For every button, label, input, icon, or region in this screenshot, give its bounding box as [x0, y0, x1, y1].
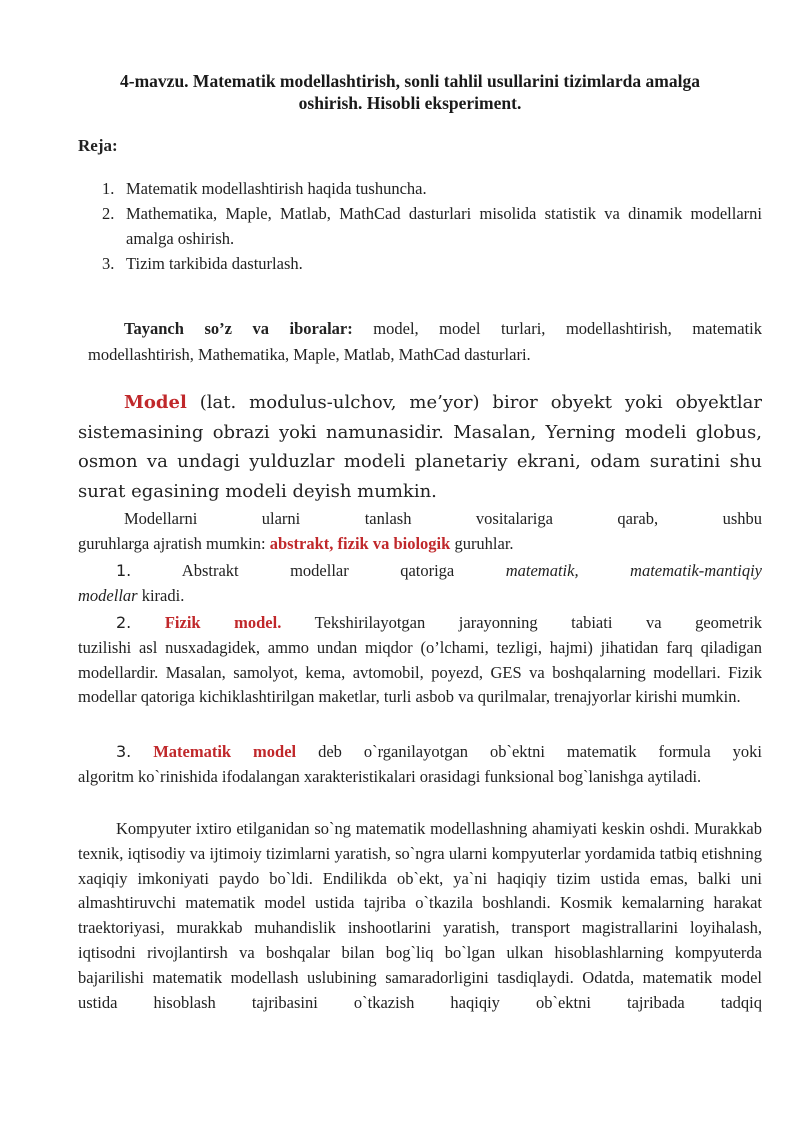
model-term: Model — [124, 392, 187, 413]
abstract-model-text-2: kiradi. — [137, 585, 185, 605]
model-groups-line-2 — [78, 532, 762, 557]
math-model-term: Matematik model — [153, 742, 297, 761]
plan-item — [78, 201, 762, 251]
abstract-model-italic-2: matematik-mantiqiy — [578, 561, 763, 580]
physical-model-paragraph — [78, 611, 762, 710]
computer-paragraph: Kompyuter ixtiro etilganidan so`ng matematik modellashning ahamiyati keskin oshdi. Murakkab texnik, iqtisodiy va ijtimoiy tizimlarni yaratish, so`ngra ularni kompyuterlar yordamida tatbiq etishning xaqiqiy imkoniyati paydo bo`ldi. Endilikda ob`ekt, ya`ni haqiqiy tizim ustida emas, balki uni almashtiruvchi matematik model ustida tajriba o`tkazila boshlandi. Kosmik kemalarning harakat traektoriyasi, murakkab muhandislik inshootlarini yaratish, transport magistrallarini loyihalash, iqtisodni rivojlantirsh va boshqalar bilan bog`liq bo`lgan ulkan hisoblashlarning kompyuterda bajarilishi matematik modellash uslubining samaradorligini tasdiqlaydi. Odatda, matematik model ustida hisoblash tajribasini o`tkazish haqiqiy ob`ektni tajribada tadqiq — [78, 819, 762, 1012]
model-groups-text: guruhlarga ajratish mumkin: — [78, 533, 270, 553]
keywords-line-1 — [88, 316, 762, 342]
title-line-2: oshirish. Hisobli eksperiment. — [298, 93, 522, 113]
keywords-text-1: model, model turlari, modellashtirish, matematik — [352, 319, 762, 338]
math-model-number: 3. — [116, 742, 132, 761]
model-groups-highlight: abstrakt, fizik va biologik — [269, 533, 451, 553]
title-line-1: 4-mavzu. Matematik modellashtirish, sonli tahlil usullarini tizimlarda amalga — [120, 71, 700, 91]
model-groups-paragraph — [78, 507, 762, 557]
plan-heading: Reja: — [78, 136, 118, 155]
abstract-model-line-2 — [78, 584, 762, 609]
keywords-line-2: modellashtirish, Mathematika, Maple, Matlab, MathCad dasturlari. — [88, 345, 531, 364]
plan-item — [78, 251, 762, 276]
plan-item-number: 2. — [102, 204, 115, 223]
abstract-model-paragraph — [78, 559, 762, 609]
physical-model-number: 2. — [116, 613, 132, 632]
math-model-line-1 — [78, 740, 762, 765]
plan-item-text: Mathematika, Maple, Matlab, MathCad dasturlari misolida statistik va dinamik modellarni amalga oshirish. — [126, 204, 762, 248]
abstract-model-italic-1: matematik, — [505, 561, 579, 580]
model-groups-text-end: guruhlar. — [450, 533, 514, 553]
plan-item — [78, 176, 762, 201]
plan-list — [78, 176, 762, 276]
keywords-paragraph — [88, 316, 762, 368]
plan-item-text: Matematik modellashtirish haqida tushuncha. — [126, 179, 427, 198]
plan-item-text: Tizim tarkibida dasturlash. — [126, 254, 303, 273]
abstract-model-italic-3: modellar — [78, 585, 138, 605]
math-model-text-1: deb o`rganilayotgan ob`ektni matematik formula yoki — [296, 742, 762, 761]
physical-model-line-1 — [78, 611, 762, 636]
model-definition-paragraph — [78, 388, 762, 506]
page-title — [90, 70, 730, 114]
keywords-label: Tayanch so’z va iboralar: — [124, 319, 353, 338]
physical-model-rest: tuzilishi asl nusxadagidek, ammo undan miqdor (o’lchami, tezligi, hajmi) jihatidan farq qiladigan modellardir. Masalan, samolyot, kema, avtomobil, poyezd, GES va boshqalarning modellari. Fizik modellar qatoriga kichiklashtirilgan maketlar, turli asbob va qurilmalar, trenajyorlar kirishi mumkin. — [78, 637, 762, 707]
abstract-model-text-1: Abstrakt modellar qatoriga — [131, 561, 506, 580]
model-groups-line-1: Modellarni ularni tanlash vositalariga qarab, ushbu — [124, 509, 762, 528]
abstract-model-number: 1. — [116, 561, 132, 580]
math-model-rest: algoritm ko`rinishida ifodalangan xarakteristikalari orasidagi funksional bog`lanishga aytiladi. — [78, 766, 702, 786]
physical-model-term: Fizik model. — [164, 613, 282, 632]
abstract-model-line-1 — [78, 559, 762, 584]
model-definition-text-1: (lat. modulus-ulchov, me’yor) biror obyekt yoki obyektlar — [186, 392, 762, 413]
math-model-paragraph — [78, 740, 762, 790]
plan-item-number: 1. — [102, 179, 115, 198]
physical-model-text-1: Tekshirilayotgan jarayonning tabiati va geometrik — [281, 613, 762, 632]
plan-item-number: 3. — [102, 254, 115, 273]
model-definition-rest: sistemasining obrazi yoki namunasidir. Masalan, Yerning modeli globus, osmon va undagi yulduzlar modeli planetariy ekrani, odam suratini shu surat egasining modeli deyish mumkin. — [78, 421, 762, 502]
model-definition-line-1 — [78, 388, 762, 418]
